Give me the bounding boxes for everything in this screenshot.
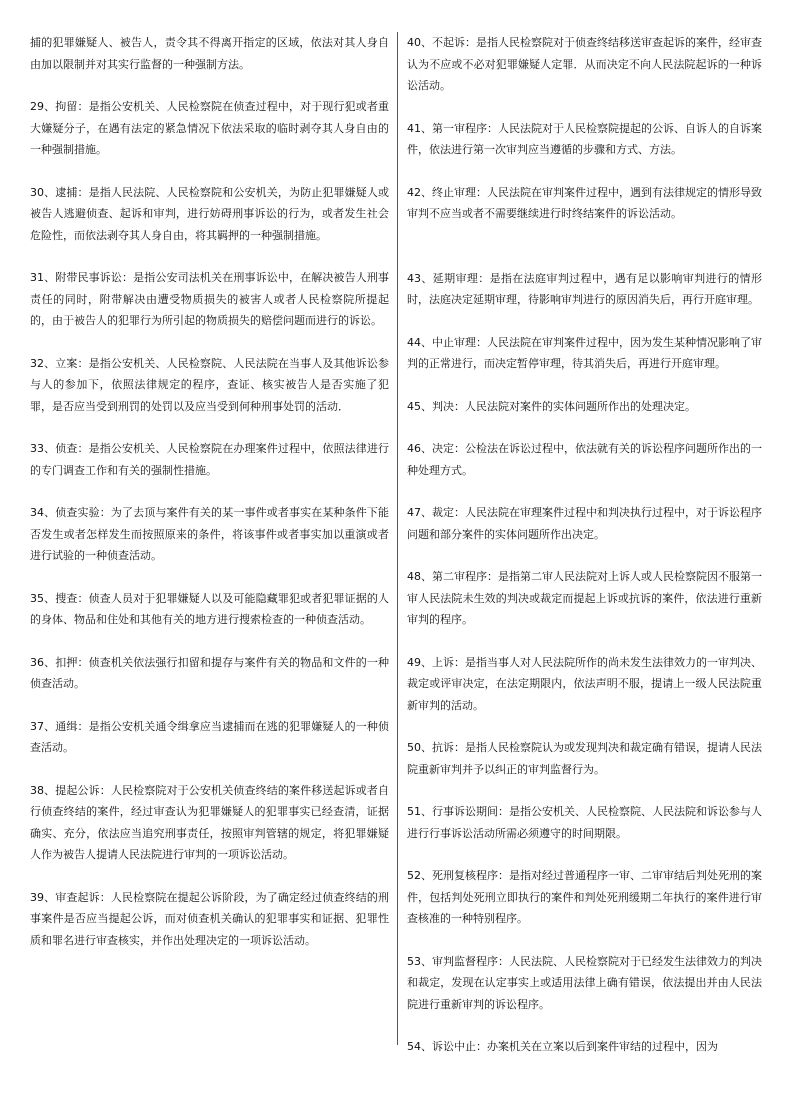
definition-51: 51、行事诉讼期间：是指公安机关、人民检察院、人民法院和诉讼参与人进行行事诉讼活动所需必须遵守的时间期限。 bbox=[407, 805, 762, 840]
definition-46: 46、决定：公检法在诉讼过程中，依法就有关的诉讼程序问题所作出的一种处理方式。 bbox=[407, 442, 762, 477]
definition-33: 33、侦查：是指公安机关、人民检察院在办理案件过程中，依照法律进行的专门调查工作和有关的强制性措施。 bbox=[30, 442, 389, 477]
definition-38: 38、提起公诉：人民检察院对于公安机关侦查终结的案件移送起诉或者自行侦查终结的案件，经过审查认为犯罪嫌疑人的犯罪事实已经查清，证据确实、充分，依法应当追究刑事责任，按照审判管辖的规定，将犯罪嫌疑人作为被告人提请人民法院进行审判的一项诉讼活动。 bbox=[30, 783, 389, 861]
definition-50: 50、抗诉：是指人民检察院认为或发现判决和裁定确有错误，提请人民法院重新审判并予以纠正的审判监督行为。 bbox=[407, 741, 762, 776]
definition-54: 54、诉讼中止：办案机关在立案以后到案件审结的过程中，因为 bbox=[407, 1040, 718, 1053]
definition-48: 48、第二审程序：是指第二审人民法院对上诉人或人民检察院因不服第一审人民法院未生效的判决或裁定而提起上诉或抗诉的案件，依法进行重新审判的程序。 bbox=[407, 570, 762, 626]
definition-42: 42、终止审理：人民法院在审判案件过程中，遇到有法律规定的情形导致审判不应当或者不需要继续进行时终结案件的诉讼活动。 bbox=[407, 185, 762, 220]
definition-39: 39、审查起诉：人民检察院在提起公诉阶段，为了确定经过侦查终结的刑事案件是否应当提起公诉，而对侦查机关确认的犯罪事实和证据、犯罪性质和罪名进行审查核实，并作出处理决定的一项诉讼活动。 bbox=[30, 890, 389, 947]
definition-37: 37、通缉：是指公安机关通令缉拿应当逮捕而在逃的犯罪嫌疑人的一种侦查活动。 bbox=[30, 719, 389, 754]
definition-45: 45、判决：人民法院对案件的实体问题所作出的处理决定。 bbox=[407, 399, 696, 413]
definition-41: 41、第一审程序：人民法院对于人民检察院提起的公诉、自诉人的自诉案件，依法进行第一次审判应当遵循的步骤和方式、方法。 bbox=[407, 121, 762, 156]
definition-31: 31、附带民事诉讼：是指公安司法机关在刑事诉讼中，在解决被告人刑事责任的同时，附带解决由遭受物质损失的被害人或者人民检察院所提起的，由于被告人的犯罪行为所引起的物质损失的赔偿问题而进行的诉讼。 bbox=[30, 271, 389, 327]
definition-29: 29、拘留：是指公安机关、人民检察院在侦查过程中，对于现行犯或者重大嫌疑分子，在遇有法定的紧急情况下依法采取的临时剥夺其人身自由的一种强制措施。 bbox=[30, 100, 389, 156]
definition-52: 52、死刑复核程序：是指对经过普通程序一审、二审审结后判处死刑的案件，包括判处死刑立即执行的案件和判处死刑缓期二年执行的案件进行审查核准的一种特别程序。 bbox=[407, 869, 762, 925]
definition-32: 32、立案：是指公安机关、人民检察院、人民法院在当事人及其他诉讼参与人的参加下，依照法律规定的程序，查证、核实被告人是否实施了犯罪，是否应当受到刑罚的处罚以及应当受到何种刑事处罚的活动． bbox=[30, 356, 389, 413]
document-page bbox=[30, 32, 762, 1082]
definition-30: 30、逮捕：是指人民法院、人民检察院和公安机关，为防止犯罪嫌疑人或被告人逃避侦查、起诉和审判，进行妨碍刑事诉讼的行为，或者发生社会危险性，而依法剥夺其人身自由，将其羁押的一种强制措施。 bbox=[30, 185, 389, 242]
left-column bbox=[30, 32, 397, 951]
definition-49: 49、上诉：是指当事人对人民法院所作的尚未发生法律效力的一审判决、裁定或评审决定，在法定期限内，依法声明不服，提请上一级人民法院重新审判的活动。 bbox=[407, 655, 762, 712]
definition-43: 43、延期审理：是指在法庭审判过程中，遇有足以影响审判进行的情形时，法庭决定延期审理，待影响审判进行的原因消失后，再行开庭审理。 bbox=[407, 271, 762, 306]
definition-34: 34、侦查实验：为了去顶与案件有关的某一事件或者事实在某种条件下能否发生或者怎样发生而按照原来的条件，将该事件或者事实加以重演或者进行试验的一种侦查活动。 bbox=[30, 506, 389, 562]
definition-36: 36、扣押：侦查机关依法强行扣留和提存与案件有关的物品和文件的一种侦查活动。 bbox=[30, 655, 389, 690]
definition-53: 53、审判监督程序：人民法院、人民检察院对于已经发生法律效力的判决和裁定，发现在认定事实上或适用法律上确有错误，依法提出并由人民法院进行重新审判的诉讼程序。 bbox=[407, 954, 762, 1011]
definition-28: 捕的犯罪嫌疑人、被告人，责令其不得离开指定的区域，依法对其人身自由加以限制并对其实行监督的一种强制方法。 bbox=[30, 36, 389, 71]
definition-35: 35、搜查：侦查人员对于犯罪嫌疑人以及可能隐藏罪犯或者犯罪证据的人的身体、物品和住处和其他有关的地方进行搜索检查的一种侦查活动。 bbox=[30, 591, 389, 626]
right-column bbox=[398, 32, 762, 1058]
definition-44: 44、中止审理：人民法院在审判案件过程中，因为发生某种情况影响了审判的正常进行，而决定暂停审理，待其消失后，再进行开庭审理。 bbox=[407, 335, 762, 370]
definition-47: 47、裁定：人民法院在审理案件过程中和判决执行过程中，对于诉讼程序问题和部分案件的实体问题所作出决定。 bbox=[407, 506, 762, 541]
definition-40: 40、不起诉：是指人民检察院对于侦查终结移送审查起诉的案件，经审查认为不应或不必对犯罪嫌疑人定罪．从而决定不向人民法院起诉的一种诉讼活动。 bbox=[407, 36, 762, 92]
